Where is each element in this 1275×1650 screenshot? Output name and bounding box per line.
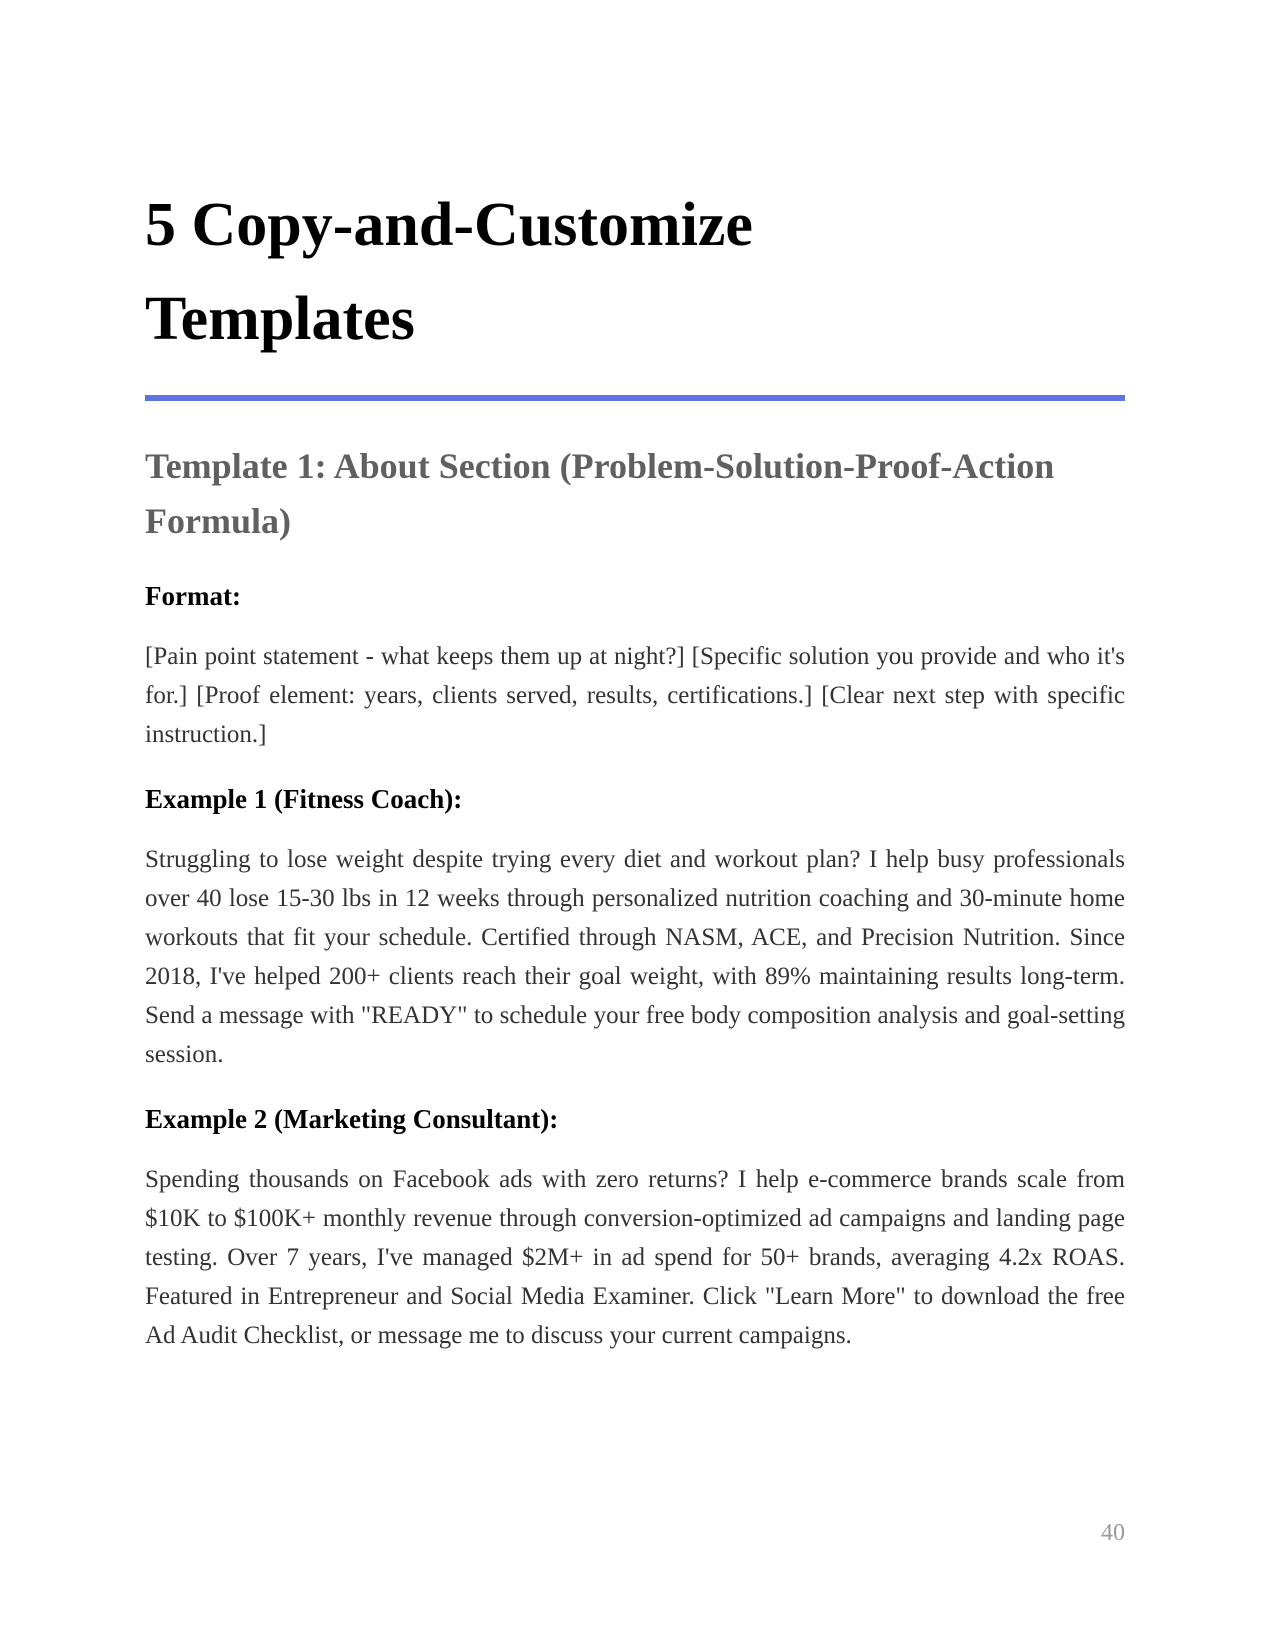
page-title: 5 Copy-and-Customize Templates [145, 191, 753, 353]
example-2-label: Example 2 (Marketing Consultant): [145, 1104, 559, 1134]
section-heading: Template 1: About Section (Problem-Solution-Proof-Action Formula) [145, 446, 1055, 541]
page-number: 40 [1101, 1520, 1125, 1546]
format-paragraph: [Pain point statement - what keeps them up at night?] [Specific solution you provide and who it's for.] [Proof element: years, clients served, results, certifications.] [Clear next step with specific instruction.] [145, 643, 1125, 748]
example-1-label: Example 1 (Fitness Coach): [145, 784, 463, 814]
example-1-paragraph: Struggling to lose weight despite trying every diet and workout plan? I help busy professionals over 40 lose 15-30 lbs in 12 weeks through personalized nutrition coaching and 30-minute home workouts that fit your schedule. Certified through NASM, ACE, and Precision Nutrition. Since 2018, I've helped 200+ clients reach their goal weight, with 89% maintaining results long-term. Send a message with "READY" to schedule your free body composition analysis and goal-setting session. [145, 846, 1125, 1068]
format-label: Format: [145, 581, 241, 611]
section-divider [145, 395, 1125, 401]
example-2-paragraph: Spending thousands on Facebook ads with zero returns? I help e-commerce brands scale from $10K to $100K+ monthly revenue through conversion-optimized ad campaigns and landing page testing. Over 7 years, I've managed $2M+ in ad spend for 50+ brands, averaging 4.2x ROAS. Featured in Entrepreneur and Social Media Examiner. Click "Learn More" to download the free Ad Audit Checklist, or message me to discuss your current campaigns. [145, 1166, 1125, 1349]
